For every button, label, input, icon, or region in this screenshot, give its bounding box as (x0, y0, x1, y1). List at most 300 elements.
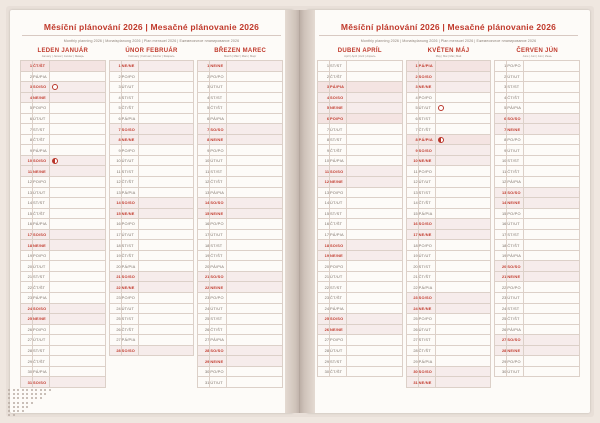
day-number: 17 (318, 229, 330, 240)
day-of-week: NE/NE (33, 166, 50, 177)
day-note-field[interactable] (524, 124, 580, 135)
day-of-week: NE/NE (210, 134, 227, 145)
day-note-field[interactable] (227, 208, 283, 219)
day-number: 12 (21, 177, 33, 188)
day-of-week: SO/SO (121, 198, 138, 209)
day-note-field[interactable] (435, 177, 491, 188)
day-number: 3 (406, 82, 418, 93)
day-note-field[interactable] (50, 113, 106, 124)
day-note-field[interactable] (50, 366, 106, 377)
day-of-week: PÁ/PIA (121, 187, 138, 198)
day-note-field[interactable] (347, 208, 403, 219)
day-note-field[interactable] (435, 145, 491, 156)
table-row (21, 103, 106, 114)
day-note-field[interactable] (524, 166, 580, 177)
day-note-field[interactable] (227, 293, 283, 304)
day-note-field[interactable] (50, 177, 106, 188)
table-row (406, 377, 491, 388)
day-number: 10 (318, 155, 330, 166)
day-note-field[interactable] (227, 229, 283, 240)
table-row (109, 208, 194, 219)
day-note-field[interactable] (435, 324, 491, 335)
day-of-week: ST/ST (507, 303, 524, 314)
day-note-field[interactable] (435, 155, 491, 166)
day-note-field[interactable] (50, 324, 106, 335)
table-row (318, 155, 403, 166)
day-note-field[interactable] (138, 240, 194, 251)
day-number: 23 (198, 293, 210, 304)
day-note-field[interactable] (347, 61, 403, 72)
day-note-field[interactable] (138, 187, 194, 198)
day-note-field[interactable] (347, 324, 403, 335)
day-note-field[interactable] (50, 82, 106, 93)
day-number: 27 (198, 335, 210, 346)
day-note-field[interactable] (50, 229, 106, 240)
table-row (109, 261, 194, 272)
day-note-field[interactable] (138, 113, 194, 124)
day-note-field[interactable] (347, 155, 403, 166)
table-row (406, 229, 491, 240)
day-of-week: NE/NE (418, 82, 435, 93)
day-of-week: SO/SO (418, 366, 435, 377)
day-note-field[interactable] (435, 92, 491, 103)
day-note-field[interactable] (347, 103, 403, 114)
day-note-field[interactable] (435, 293, 491, 304)
day-note-field[interactable] (227, 103, 283, 114)
day-number: 31 (406, 377, 418, 388)
day-note-field[interactable] (50, 377, 106, 388)
day-of-week: NE/NE (210, 61, 227, 72)
table-row (198, 314, 283, 325)
table-row (406, 356, 491, 367)
day-number: 11 (109, 166, 121, 177)
day-of-week: ST/ST (418, 113, 435, 124)
day-of-week: PÁ/PIA (330, 155, 347, 166)
day-note-field[interactable] (50, 345, 106, 356)
day-note-field[interactable] (138, 82, 194, 93)
day-note-field[interactable] (347, 293, 403, 304)
table-row (495, 314, 580, 325)
day-note-field[interactable] (524, 271, 580, 282)
day-note-field[interactable] (227, 198, 283, 209)
day-note-field[interactable] (138, 293, 194, 304)
day-note-field[interactable] (435, 124, 491, 135)
day-note-field[interactable] (347, 145, 403, 156)
day-number: 16 (21, 219, 33, 230)
day-of-week: ČT/ŠT (418, 198, 435, 209)
day-note-field[interactable] (138, 261, 194, 272)
day-note-field[interactable] (138, 155, 194, 166)
day-number: 11 (198, 166, 210, 177)
day-note-field[interactable] (227, 366, 283, 377)
day-note-field[interactable] (524, 229, 580, 240)
day-note-field[interactable] (347, 219, 403, 230)
day-note-field[interactable] (138, 134, 194, 145)
table-row (318, 145, 403, 156)
day-note-field[interactable] (50, 335, 106, 346)
day-note-field[interactable] (347, 229, 403, 240)
table-row (495, 134, 580, 145)
day-note-field[interactable] (435, 261, 491, 272)
day-number: 27 (318, 335, 330, 346)
day-note-field[interactable] (227, 219, 283, 230)
day-note-field[interactable] (524, 134, 580, 145)
day-of-week: PO/PO (507, 134, 524, 145)
day-note-field[interactable] (50, 356, 106, 367)
day-note-field[interactable] (524, 92, 580, 103)
day-note-field[interactable] (138, 219, 194, 230)
table-row (318, 345, 403, 356)
day-number: 30 (21, 366, 33, 377)
day-note-field[interactable] (138, 166, 194, 177)
day-of-week: NE/NE (418, 155, 435, 166)
table-row (21, 229, 106, 240)
day-note-field[interactable] (227, 166, 283, 177)
day-note-field[interactable] (227, 271, 283, 282)
day-note-field[interactable] (138, 177, 194, 188)
day-number: 13 (198, 187, 210, 198)
day-note-field[interactable] (138, 92, 194, 103)
day-note-field[interactable] (347, 240, 403, 251)
table-row (406, 187, 491, 198)
day-note-field[interactable] (524, 335, 580, 346)
day-note-field[interactable] (435, 82, 491, 93)
day-note-field[interactable] (138, 145, 194, 156)
day-note-field[interactable] (227, 124, 283, 135)
day-note-field[interactable] (138, 124, 194, 135)
month-day-table (406, 60, 492, 388)
day-number: 2 (406, 71, 418, 82)
day-note-field[interactable] (524, 103, 580, 114)
day-of-week: ST/ST (507, 155, 524, 166)
day-note-field[interactable] (524, 208, 580, 219)
day-of-week: PÁ/PIA (33, 71, 50, 82)
day-note-field[interactable] (524, 177, 580, 188)
day-note-field[interactable] (347, 366, 403, 377)
day-note-field[interactable] (138, 271, 194, 282)
day-note-field[interactable] (138, 208, 194, 219)
day-of-week: NE/NE (210, 282, 227, 293)
day-note-field[interactable] (524, 293, 580, 304)
day-note-field[interactable] (524, 356, 580, 367)
day-note-field[interactable] (435, 271, 491, 282)
day-note-field[interactable] (138, 324, 194, 335)
day-note-field[interactable] (524, 113, 580, 124)
day-note-field[interactable] (435, 71, 491, 82)
day-note-field[interactable] (435, 377, 491, 388)
day-note-field[interactable] (227, 303, 283, 314)
day-number: 9 (495, 145, 507, 156)
day-note-field[interactable] (347, 250, 403, 261)
day-note-field[interactable] (227, 282, 283, 293)
day-note-field[interactable] (50, 187, 106, 198)
table-row (21, 377, 106, 388)
day-number: 20 (198, 261, 210, 272)
day-note-field[interactable] (227, 134, 283, 145)
day-note-field[interactable] (435, 187, 491, 198)
day-note-field[interactable] (227, 71, 283, 82)
day-note-field[interactable] (227, 177, 283, 188)
day-of-week: ČT/ŠT (330, 71, 347, 82)
day-note-field[interactable] (227, 92, 283, 103)
day-note-field[interactable] (138, 282, 194, 293)
table-row (495, 103, 580, 114)
day-note-field[interactable] (435, 250, 491, 261)
day-note-field[interactable] (524, 250, 580, 261)
day-note-field[interactable] (524, 71, 580, 82)
day-number: 14 (406, 198, 418, 209)
day-note-field[interactable] (50, 261, 106, 272)
table-row (198, 177, 283, 188)
day-note-field[interactable] (50, 103, 106, 114)
day-number: 22 (109, 282, 121, 293)
table-row (318, 303, 403, 314)
day-number: 28 (109, 345, 121, 356)
day-note-field[interactable] (347, 335, 403, 346)
day-note-field[interactable] (50, 92, 106, 103)
table-row (406, 71, 491, 82)
day-note-field[interactable] (138, 61, 194, 72)
day-note-field[interactable] (524, 366, 580, 377)
day-note-field[interactable] (227, 145, 283, 156)
day-of-week: ČT/ŠT (121, 177, 138, 188)
day-note-field[interactable] (227, 250, 283, 261)
day-number: 4 (406, 92, 418, 103)
day-note-field[interactable] (524, 155, 580, 166)
day-note-field[interactable] (227, 240, 283, 251)
month-column (317, 48, 403, 388)
day-note-field[interactable] (347, 282, 403, 293)
day-note-field[interactable] (50, 61, 106, 72)
day-note-field[interactable] (227, 82, 283, 93)
day-note-field[interactable] (138, 71, 194, 82)
day-note-field[interactable] (347, 92, 403, 103)
day-note-field[interactable] (347, 198, 403, 209)
day-of-week: ST/ST (33, 345, 50, 356)
day-of-week: PO/PO (330, 261, 347, 272)
day-note-field[interactable] (50, 198, 106, 209)
day-of-week: PÁ/PIA (418, 61, 435, 72)
day-note-field[interactable] (435, 303, 491, 314)
day-note-field[interactable] (435, 240, 491, 251)
day-note-field[interactable] (227, 61, 283, 72)
day-of-week: ČT/ŠT (121, 324, 138, 335)
day-note-field[interactable] (347, 356, 403, 367)
day-note-field[interactable] (50, 293, 106, 304)
table-row (318, 187, 403, 198)
table-row (318, 113, 403, 124)
day-note-field[interactable] (524, 219, 580, 230)
day-note-field[interactable] (435, 356, 491, 367)
day-note-field[interactable] (347, 113, 403, 124)
day-note-field[interactable] (347, 166, 403, 177)
day-note-field[interactable] (435, 282, 491, 293)
day-note-field[interactable] (435, 345, 491, 356)
day-note-field[interactable] (50, 282, 106, 293)
day-number: 3 (21, 82, 33, 93)
day-note-field[interactable] (50, 271, 106, 282)
day-number: 26 (109, 324, 121, 335)
day-note-field[interactable] (50, 71, 106, 82)
day-of-week: ČT/ŠT (121, 103, 138, 114)
day-note-field[interactable] (50, 314, 106, 325)
day-note-field[interactable] (524, 240, 580, 251)
day-of-week: PO/PO (507, 356, 524, 367)
day-note-field[interactable] (524, 82, 580, 93)
day-note-field[interactable] (50, 250, 106, 261)
table-row (495, 187, 580, 198)
day-number: 7 (318, 124, 330, 135)
day-of-week: ČT/ŠT (330, 366, 347, 377)
day-of-week: PO/PO (210, 366, 227, 377)
day-note-field[interactable] (524, 303, 580, 314)
day-note-field[interactable] (435, 219, 491, 230)
day-note-field[interactable] (50, 155, 106, 166)
day-note-field[interactable] (347, 177, 403, 188)
day-note-field[interactable] (347, 134, 403, 145)
day-note-field[interactable] (524, 61, 580, 72)
day-note-field[interactable] (435, 113, 491, 124)
day-note-field[interactable] (227, 377, 283, 388)
day-note-field[interactable] (435, 103, 491, 114)
day-note-field[interactable] (227, 155, 283, 166)
day-number: 27 (495, 335, 507, 346)
day-note-field[interactable] (435, 229, 491, 240)
day-number: 26 (21, 324, 33, 335)
table-row (198, 187, 283, 198)
day-note-field[interactable] (138, 250, 194, 261)
table-row (109, 124, 194, 135)
day-note-field[interactable] (347, 82, 403, 93)
table-row (495, 240, 580, 251)
day-note-field[interactable] (227, 356, 283, 367)
day-note-field[interactable] (435, 366, 491, 377)
day-note-field[interactable] (435, 61, 491, 72)
day-note-field[interactable] (50, 134, 106, 145)
day-note-field[interactable] (435, 166, 491, 177)
table-row (406, 324, 491, 335)
day-number: 10 (198, 155, 210, 166)
day-of-week: ÚT/UT (210, 303, 227, 314)
table-row (406, 92, 491, 103)
table-row (406, 261, 491, 272)
day-note-field[interactable] (227, 324, 283, 335)
day-note-field[interactable] (138, 335, 194, 346)
day-of-week: ÚT/UT (330, 198, 347, 209)
day-note-field[interactable] (50, 219, 106, 230)
table-row (109, 271, 194, 282)
table-row (109, 250, 194, 261)
day-number: 13 (318, 187, 330, 198)
table-row (21, 345, 106, 356)
day-note-field[interactable] (138, 198, 194, 209)
day-of-week: ST/ST (33, 198, 50, 209)
day-of-week: ÚT/UT (121, 82, 138, 93)
day-number: 24 (21, 303, 33, 314)
day-note-field[interactable] (524, 314, 580, 325)
month-column (197, 48, 283, 388)
day-number: 25 (495, 314, 507, 325)
day-note-field[interactable] (50, 145, 106, 156)
day-of-week: ÚT/UT (330, 345, 347, 356)
day-note-field[interactable] (227, 314, 283, 325)
day-note-field[interactable] (435, 314, 491, 325)
day-note-field[interactable] (435, 198, 491, 209)
day-of-week: NE/NE (330, 324, 347, 335)
day-number: 14 (21, 198, 33, 209)
day-number: 2 (198, 71, 210, 82)
day-note-field[interactable] (524, 282, 580, 293)
day-of-week: ÚT/UT (418, 324, 435, 335)
day-note-field[interactable] (524, 145, 580, 156)
day-number: 9 (198, 145, 210, 156)
day-of-week: ČT/ŠT (418, 345, 435, 356)
day-note-field[interactable] (50, 208, 106, 219)
month-name-translations: May | Mai | Mai | Май (435, 55, 462, 58)
table-row (318, 324, 403, 335)
day-note-field[interactable] (50, 303, 106, 314)
day-note-field[interactable] (347, 187, 403, 198)
day-note-field[interactable] (347, 271, 403, 282)
day-note-field[interactable] (227, 187, 283, 198)
day-note-field[interactable] (138, 345, 194, 356)
day-number: 2 (109, 71, 121, 82)
day-of-week: SO/SO (33, 155, 50, 166)
day-note-field[interactable] (227, 261, 283, 272)
moon-phase-icon (52, 158, 58, 164)
day-note-field[interactable] (524, 345, 580, 356)
day-note-field[interactable] (347, 314, 403, 325)
day-note-field[interactable] (50, 240, 106, 251)
day-note-field[interactable] (347, 345, 403, 356)
day-of-week: ÚT/UT (330, 124, 347, 135)
day-note-field[interactable] (347, 124, 403, 135)
month-column (494, 48, 580, 388)
table-row (318, 134, 403, 145)
day-note-field[interactable] (435, 208, 491, 219)
day-note-field[interactable] (524, 198, 580, 209)
day-note-field[interactable] (138, 103, 194, 114)
day-note-field[interactable] (347, 261, 403, 272)
right-page-header (317, 22, 580, 43)
day-note-field[interactable] (138, 229, 194, 240)
table-row (406, 208, 491, 219)
table-row (318, 293, 403, 304)
day-note-field[interactable] (347, 71, 403, 82)
day-note-field[interactable] (50, 166, 106, 177)
table-row (318, 261, 403, 272)
table-row (109, 240, 194, 251)
day-note-field[interactable] (138, 314, 194, 325)
day-number: 8 (495, 134, 507, 145)
day-note-field[interactable] (435, 134, 491, 145)
day-note-field[interactable] (435, 335, 491, 346)
day-note-field[interactable] (227, 345, 283, 356)
day-note-field[interactable] (524, 261, 580, 272)
day-note-field[interactable] (524, 324, 580, 335)
day-note-field[interactable] (227, 335, 283, 346)
table-row (21, 303, 106, 314)
day-of-week: PÁ/PIA (507, 324, 524, 335)
day-number: 16 (406, 219, 418, 230)
day-of-week: ÚT/UT (121, 303, 138, 314)
day-note-field[interactable] (524, 187, 580, 198)
day-note-field[interactable] (227, 113, 283, 124)
day-note-field[interactable] (50, 124, 106, 135)
day-note-field[interactable] (138, 303, 194, 314)
day-note-field[interactable] (347, 303, 403, 314)
day-of-week: ST/ST (418, 187, 435, 198)
